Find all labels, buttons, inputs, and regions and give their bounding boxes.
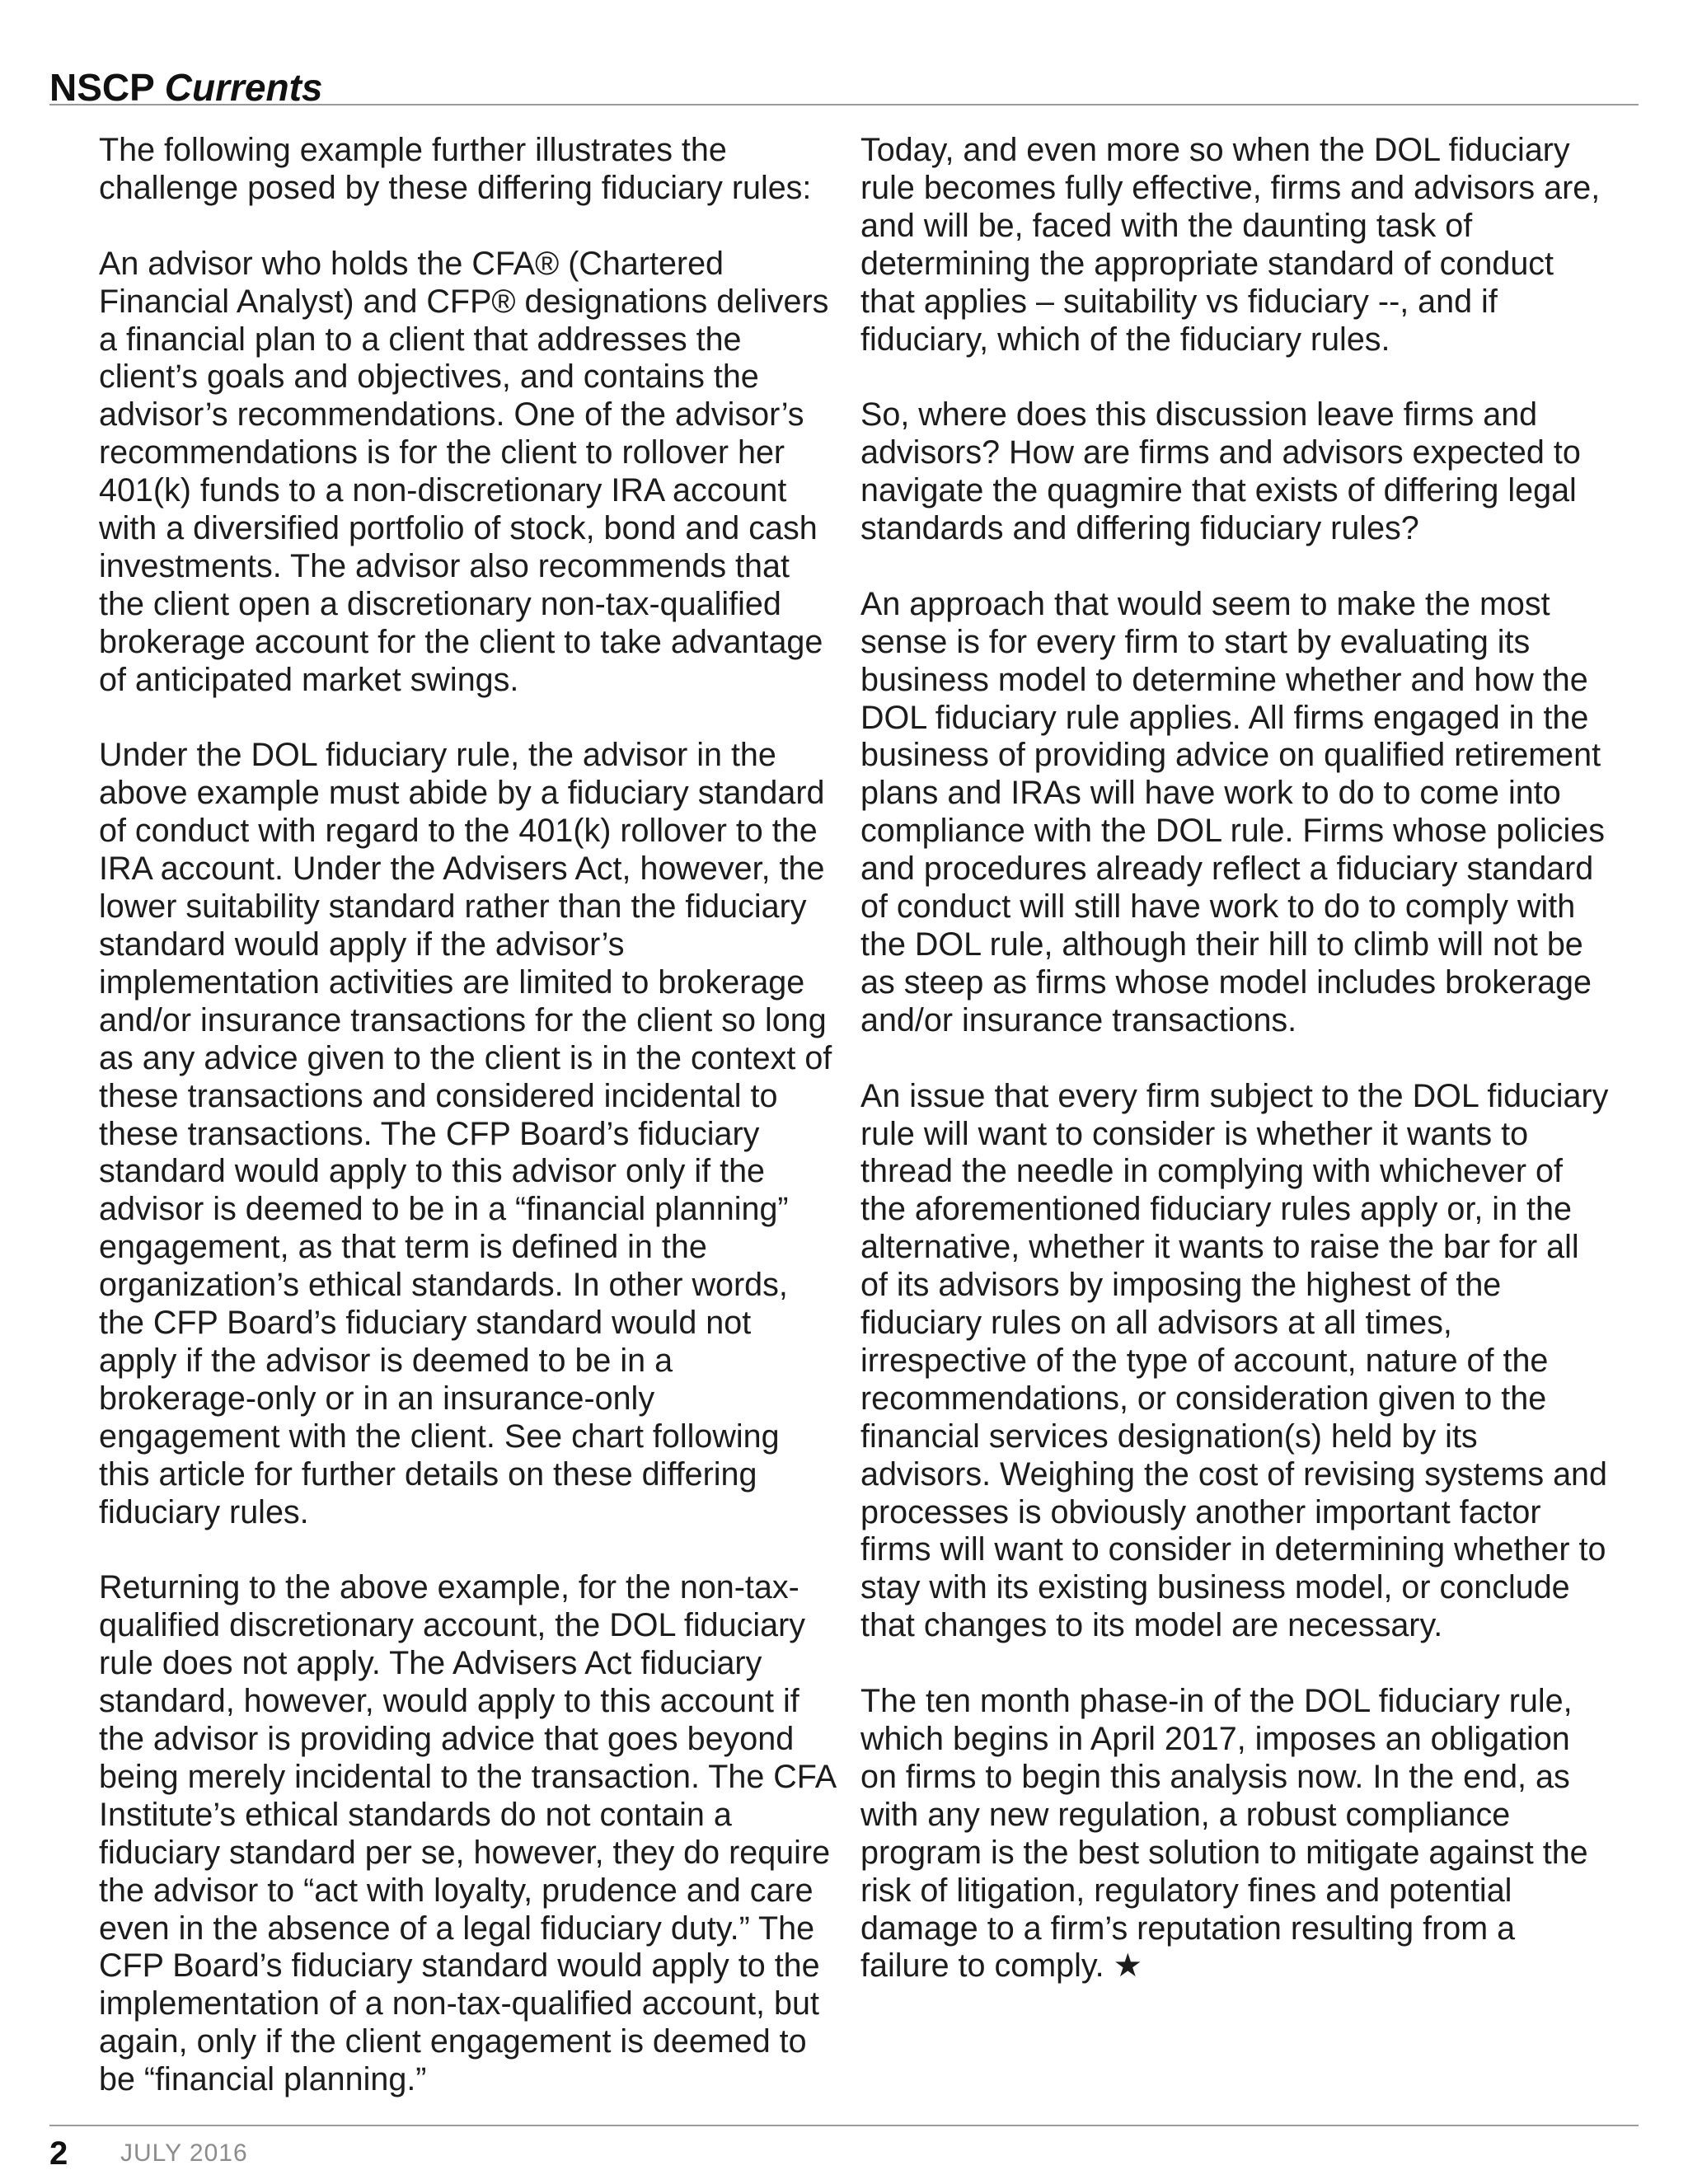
issue-date: JULY 2016 [120,2139,248,2167]
article-paragraph: The ten month phase-in of the DOL fiduciary rule, which begins in April 2017, imposes an obligation on firms to begin this analysis now. In the end, as with any new regulation, a robust compliance program is the best solution to mitigate against the risk of litigation, regulatory fines and potential damage to a firm’s reputation resulting from a failure to comply. ★ [860,1683,1588,1985]
article-right-column [860,132,1611,2023]
article-paragraph: Under the DOL fiduciary rule, the advisor in the above example must abide by a fiduciary standard of conduct with regard to the 401(k) rollover to the IRA account. Under the Advisers Act, however, the lower suitability standard rather than the fiduciary standard would apply if the advisor’s implementation activities are limited to brokerage and/or insurance transactions for the client so long as any advice given to the client is in the context of these transactions and considered incidental to these transactions. The CFP Board’s fiduciary standard would apply to this advisor only if the advisor is deemed to be in a “financial planning” engagement, as that term is defined in the organization’s ethical standards. In other words, the CFP Board’s fiduciary standard would not apply if the advisor is deemed to be in a brokerage-only or in an insurance-only engagement with the client. See chart following this article for further details on these differing fiduciary rules. [99,737,832,1530]
article-paragraph: Today, and even more so when the DOL fiduciary rule becomes fully effective, firms and advisors are, and will be, faced with the daunting task of determining the appropriate standard of conduct that applies – suitability vs fiduciary --, and if fiduciary, which of the fiduciary rules. [860,132,1601,358]
article-paragraph: An issue that every firm subject to the DOL fiduciary rule will want to consider is whether it wants to thread the needle in complying with whichever of the aforementioned fiduciary rules apply or, in the alternative, whether it wants to raise the bar for all of its advisors by imposing the highest of the fiduciary rules on all advisors at all times, irrespective of the type of account, nature of the recommendations, or consideration given to the financial services designation(s) held by its advisors. Weighing the cost of revising systems and processes is obviously another important factor firms will want to consider in determining whether to stay with its existing business model, or conclude that changes to its model are necessary. [860,1077,1609,1644]
article-paragraph: An advisor who holds the CFA® (Chartered Financial Analyst) and CFP® designations delivers a financial plan to a client that addresses the client’s goals and objectives, and contains the advisor’s recommendations. One of the advisor’s recommendations is for the client to rollover her 401(k) funds to a non-discretionary IRA account with a diversified portfolio of stock, bond and cash investments. The advisor also recommends that the client open a discretionary non-tax-qualified brokerage account for the client to take advantage of anticipated market swings. [99,245,829,698]
publication-name: NSCP [49,66,154,109]
article-paragraph: The following example further illustrates the challenge posed by these differing fiduciary rules: [99,132,812,206]
publication-header [49,66,322,109]
publication-subtitle: Currents [164,66,323,109]
article-paragraph: Returning to the above example, for the non-tax-qualified discretionary account, the DOL fiduciary rule does not apply. The Advisers Act fiduciary standard, however, would apply to this account if the advisor is providing advice that goes beyond being merely incidental to the transaction. The CFA Institute’s ethical standards do not contain a fiduciary standard per se, however, they do require the advisor to “act with loyalty, prudence and care even in the absence of a legal fiduciary duty.” The CFP Board’s fiduciary standard would apply to the implementation of a non-tax-qualified account, but again, only if the client engagement is deemed to be “financial planning.” [99,1569,835,2098]
article-paragraph: An approach that would seem to make the most sense is for every firm to start by evaluating its business model to determine whether and how the DOL fiduciary rule applies. All firms engaged in the business of providing advice on qualified retirement plans and IRAs will have work to do to come into compliance with the DOL rule. Firms whose policies and procedures already reflect a fiduciary standard of conduct will still have work to do to comply with the DOL rule, although their hill to climb will not be as steep as firms whose model includes brokerage and/or insurance transactions. [860,585,1605,1038]
footer-divider [49,2125,1639,2126]
page-number: 2 [49,2135,68,2172]
header-divider [49,104,1639,105]
article-left-column [99,132,837,2137]
article-paragraph: So, where does this discussion leave firms and advisors? How are firms and advisors expected to navigate the quagmire that exists of differing legal standards and differing fiduciary rules? [860,396,1581,547]
